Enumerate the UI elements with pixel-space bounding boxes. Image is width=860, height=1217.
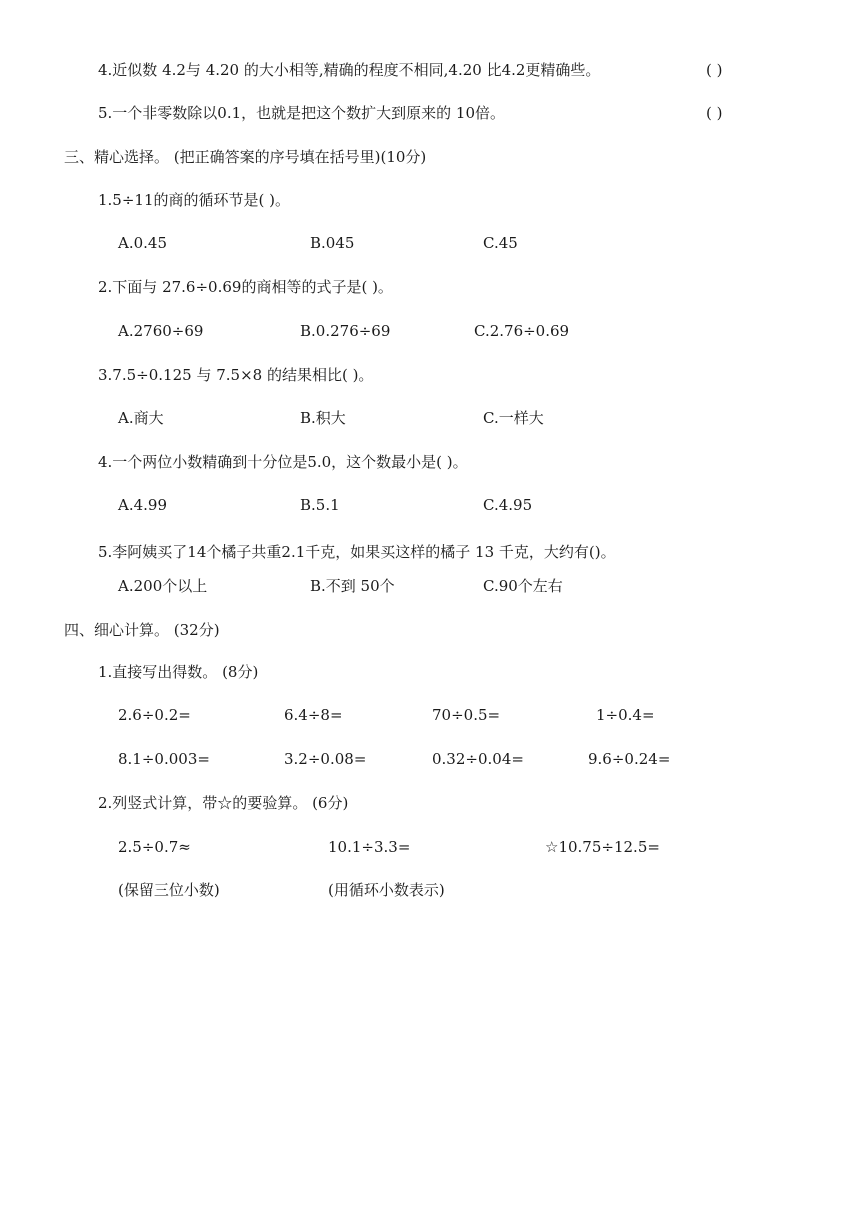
question-text: 1.5÷11的商的循环节是( )。 (98, 191, 290, 209)
vertical-calc-item-check: ☆10.75÷12.5= (545, 838, 660, 856)
option-b[interactable]: B.5.1 (300, 496, 340, 514)
option-b[interactable]: B.不到 50个 (310, 577, 395, 595)
calc-item: 70÷0.5= (432, 706, 501, 724)
option-c[interactable]: C.90个左右 (483, 577, 563, 595)
calc-note: (用循环小数表示) (328, 881, 445, 899)
subsection-title: 1.直接写出得数。 (8分) (98, 663, 259, 681)
option-c[interactable]: C.2.76÷0.69 (474, 322, 570, 340)
option-a[interactable]: A.0.45 (118, 234, 167, 252)
question-text: 3.7.5÷0.125 与 7.5×8 的结果相比( )。 (98, 366, 374, 384)
option-c[interactable]: C.4.95 (483, 496, 533, 514)
option-a[interactable]: A.商大 (118, 409, 164, 427)
question-text: 2.下面与 27.6÷0.69的商相等的式子是( )。 (98, 278, 393, 296)
section-title: 三、精心选择。 (把正确答案的序号填在括号里)(10分) (64, 148, 427, 166)
vertical-calc-item: 2.5÷0.7≈ (118, 838, 191, 856)
calc-item: 1÷0.4= (596, 706, 655, 724)
judge-item-5: 5.一个非零数除以0.1，也就是把这个数扩大到原来的 10倍。 (98, 104, 506, 122)
answer-paren[interactable]: ( ) (706, 104, 723, 122)
option-a[interactable]: A.200个以上 (118, 577, 208, 595)
option-b[interactable]: B.积大 (300, 409, 346, 427)
answer-paren[interactable]: ( ) (706, 61, 723, 79)
judge-item-4: 4.近似数 4.2与 4.20 的大小相等,精确的程度不相同,4.20 比4.2更精确些。 (98, 61, 601, 79)
option-a[interactable]: A.2760÷69 (118, 322, 204, 340)
question-text: 4.一个两位小数精确到十分位是5.0，这个数最小是( )。 (98, 453, 468, 471)
option-c[interactable]: C.45 (483, 234, 518, 252)
option-c[interactable]: C.一样大 (483, 409, 544, 427)
calc-item: 2.6÷0.2= (118, 706, 191, 724)
calc-item: 6.4÷8= (284, 706, 343, 724)
subsection-title: 2.列竖式计算，带☆的要验算。 (6分) (98, 794, 349, 812)
option-b[interactable]: B.045 (310, 234, 355, 252)
option-a[interactable]: A.4.99 (118, 496, 167, 514)
section-title: 四、细心计算。 (32分) (64, 621, 220, 639)
calc-note: (保留三位小数) (118, 881, 220, 899)
calc-item: 0.32÷0.04= (432, 750, 524, 768)
option-b[interactable]: B.0.276÷69 (300, 322, 391, 340)
question-text: 5.李阿姨买了14个橘子共重2.1千克，如果买这样的橘子 13 千克，大约有()。 (98, 543, 616, 561)
calc-item: 3.2÷0.08= (284, 750, 367, 768)
calc-item: 8.1÷0.003= (118, 750, 210, 768)
vertical-calc-item: 10.1÷3.3= (328, 838, 411, 856)
calc-item: 9.6÷0.24= (588, 750, 671, 768)
